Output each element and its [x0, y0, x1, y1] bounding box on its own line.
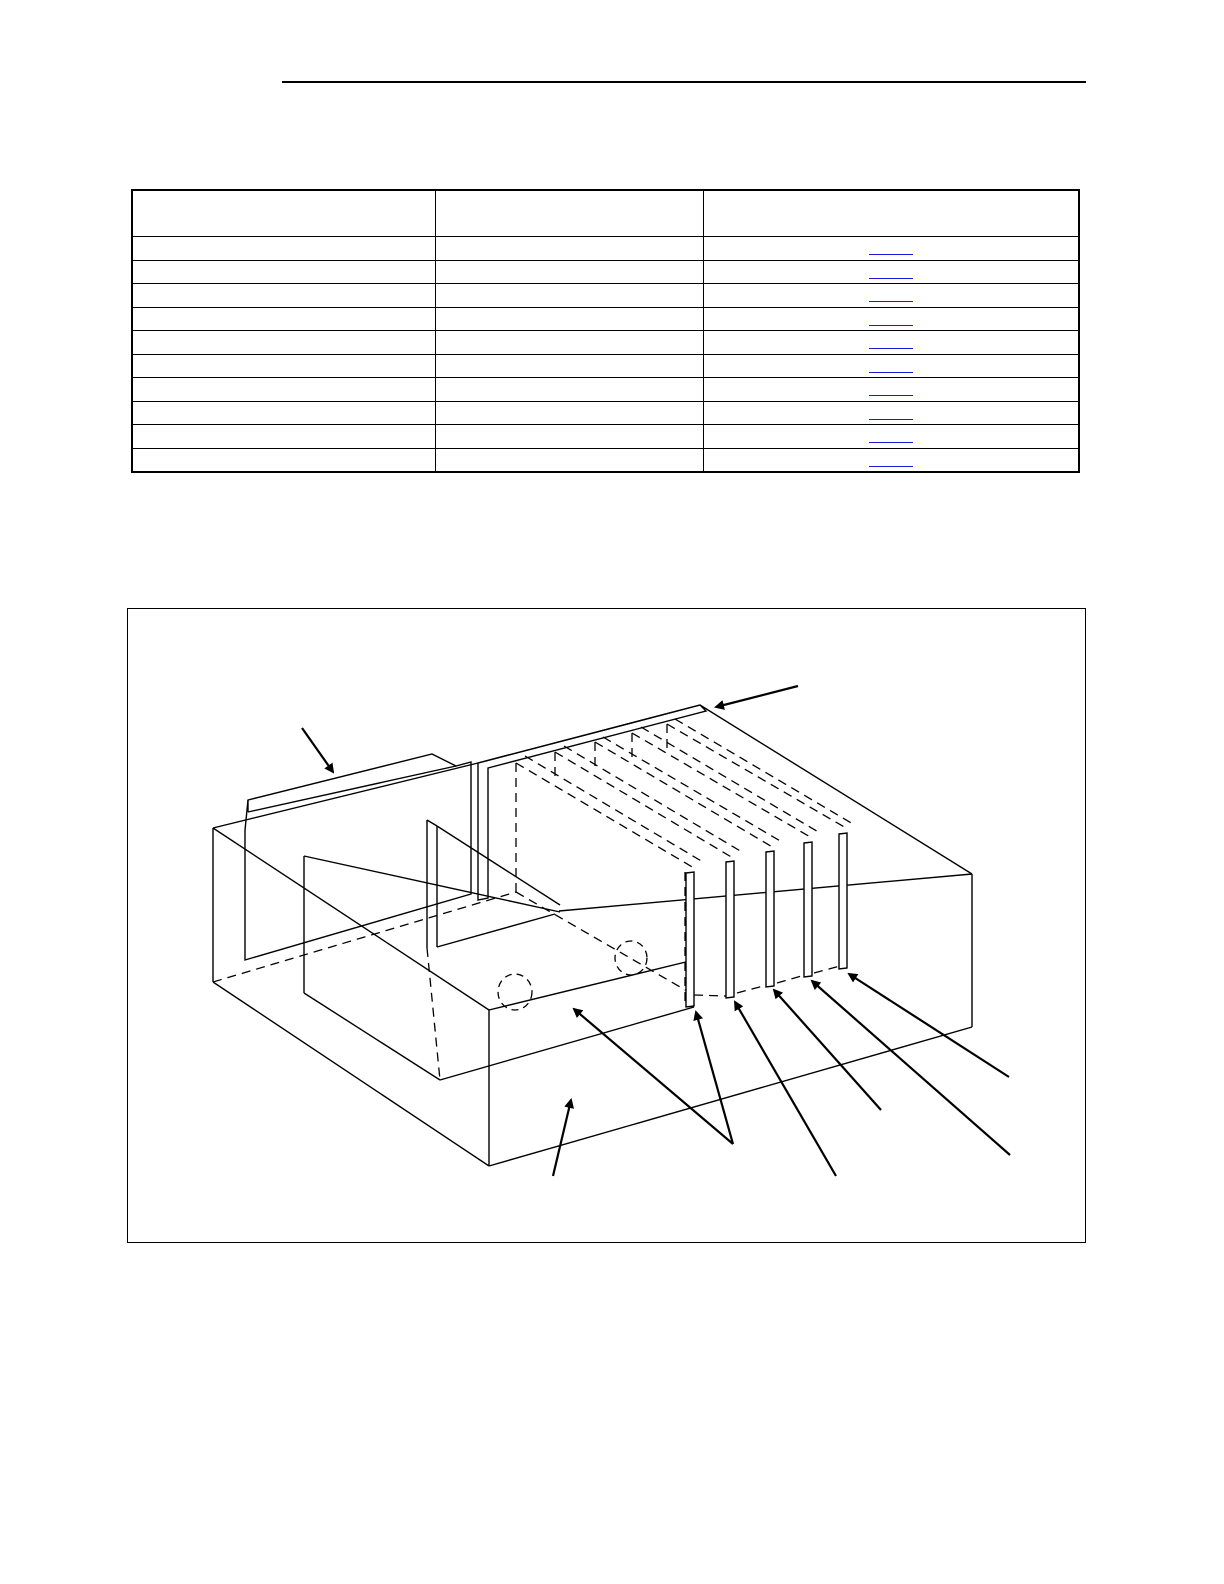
- callout-arrow-rear-compartment: [302, 728, 333, 772]
- callout-arrow-plate-4: [812, 981, 1010, 1155]
- port-circles: [498, 941, 647, 1010]
- callout-arrow-plate-5: [849, 974, 1009, 1077]
- hidden-lines: [213, 719, 853, 1080]
- callout-arrow-plate-3: [774, 990, 881, 1110]
- callout-arrow-box-side: [553, 1100, 571, 1176]
- inner-divider: [304, 820, 694, 1080]
- callout-arrow-plate-1: [696, 1012, 733, 1144]
- rear-wall: [478, 705, 706, 900]
- callout-arrow-floor: [574, 1009, 733, 1144]
- baffle-plates: [686, 833, 847, 1007]
- callout-arrow-rear-wall: [716, 686, 798, 707]
- callout-arrow-plate-2: [735, 1002, 836, 1176]
